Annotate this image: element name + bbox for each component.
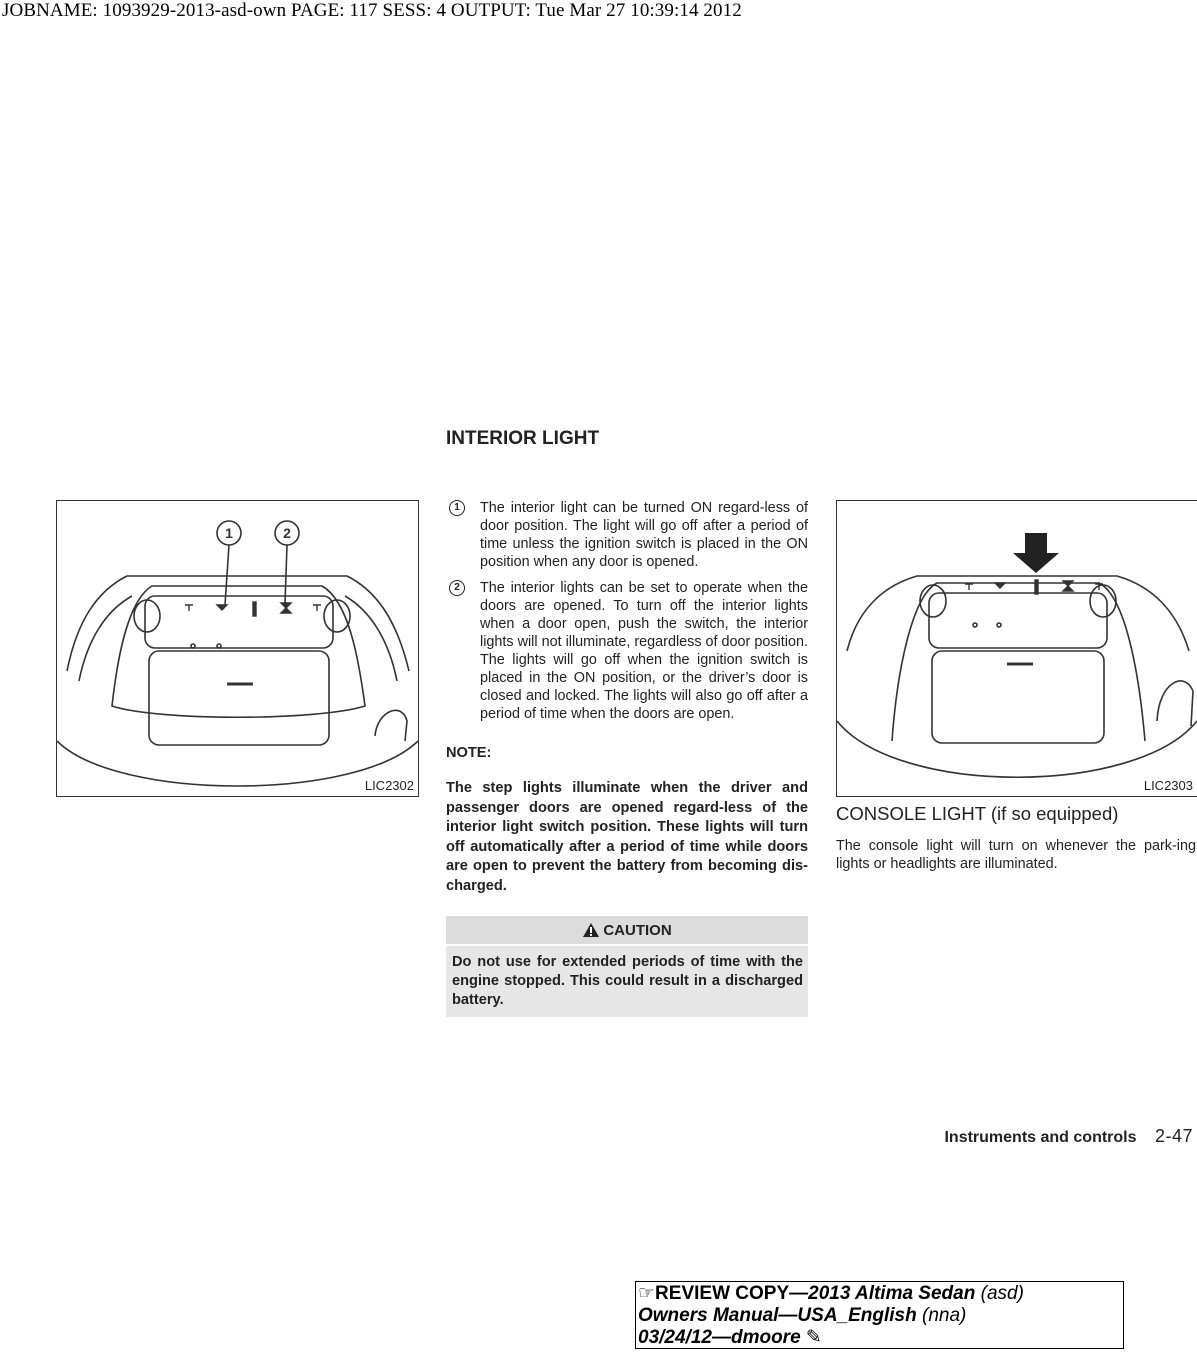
section-title: INTERIOR LIGHT <box>446 428 600 449</box>
caution-box <box>446 916 808 1017</box>
pointing-hand-icon: ☞ <box>638 1283 656 1304</box>
arrow-down-icon <box>1013 533 1059 573</box>
note-text: The step lights illuminate when the driver and passenger doors are opened regard-less of the interior light switch position. These lights will turn off automatically after a period of time while doors are open to prevent the battery from becoming dis-charged. <box>446 780 808 894</box>
review-title: 2013 Altima Sedan <box>808 1283 976 1304</box>
svg-text:2: 2 <box>283 525 291 541</box>
review-copy-label: REVIEW COPY— <box>655 1283 809 1304</box>
console-light-text: The console light will turn on whenever the park-ing lights or headlights are illuminated. <box>836 838 1196 872</box>
figure-code: LIC2303 <box>1143 778 1193 793</box>
review-title-code: (asd) <box>980 1283 1024 1304</box>
review-copy-stamp <box>635 1281 1124 1349</box>
item-text: The interior lights can be set to operate when the doors are opened. To turn off the interior lights when a door open, push the switch, the interior lights will not illuminate, regardless of door position. <box>480 580 808 650</box>
interior-light-content <box>446 499 808 1017</box>
job-header: JOBNAME: 1093929-2013-asd-own PAGE: 117 SESS: 4 OUTPUT: Tue Mar 27 10:39:14 2012 <box>2 0 742 21</box>
review-manual: Owners Manual—USA_English <box>638 1305 917 1326</box>
caution-text: Do not use for extended periods of time with the engine stopped. This could result in a discharged battery. <box>452 954 803 1008</box>
review-date: 03/24/12—dmoore <box>638 1327 801 1348</box>
item-text: The interior light can be turned ON regard-less of door position. The light will go off after a period of time unless the ignition switch is placed in the ON position when any door is opened. <box>480 500 808 570</box>
figure-console-light <box>836 500 1197 797</box>
page-footer <box>944 1126 1193 1147</box>
review-manual-code: (nna) <box>922 1305 967 1326</box>
console-light-content <box>836 803 1196 873</box>
note-label: NOTE: <box>446 745 492 761</box>
callout-1 <box>217 521 241 605</box>
item-number: 2 <box>449 580 465 596</box>
figure-interior-light-switches <box>56 500 419 797</box>
console-light-heading: CONSOLE LIGHT (if so equipped) <box>836 803 1119 824</box>
console-light-illustration <box>837 501 1197 796</box>
figure-code: LIC2302 <box>364 778 414 793</box>
item-number: 1 <box>449 500 465 516</box>
warning-icon <box>582 922 600 938</box>
overhead-console-illustration <box>57 501 418 796</box>
item-text: The lights will go off when the ignition switch is placed in the ON position, or the driver’s door is closed and locked. The lights will also go off after a period of time when the doors are open. <box>480 652 808 722</box>
footer-section: Instruments and controls <box>944 1129 1137 1146</box>
page-number: 2-47 <box>1154 1126 1193 1146</box>
caution-label: CAUTION <box>603 921 672 939</box>
list-item <box>446 579 808 723</box>
svg-text:1: 1 <box>225 525 233 541</box>
list-item <box>446 499 808 571</box>
callout-2 <box>275 521 299 603</box>
pencil-icon: ✎ <box>805 1327 822 1348</box>
